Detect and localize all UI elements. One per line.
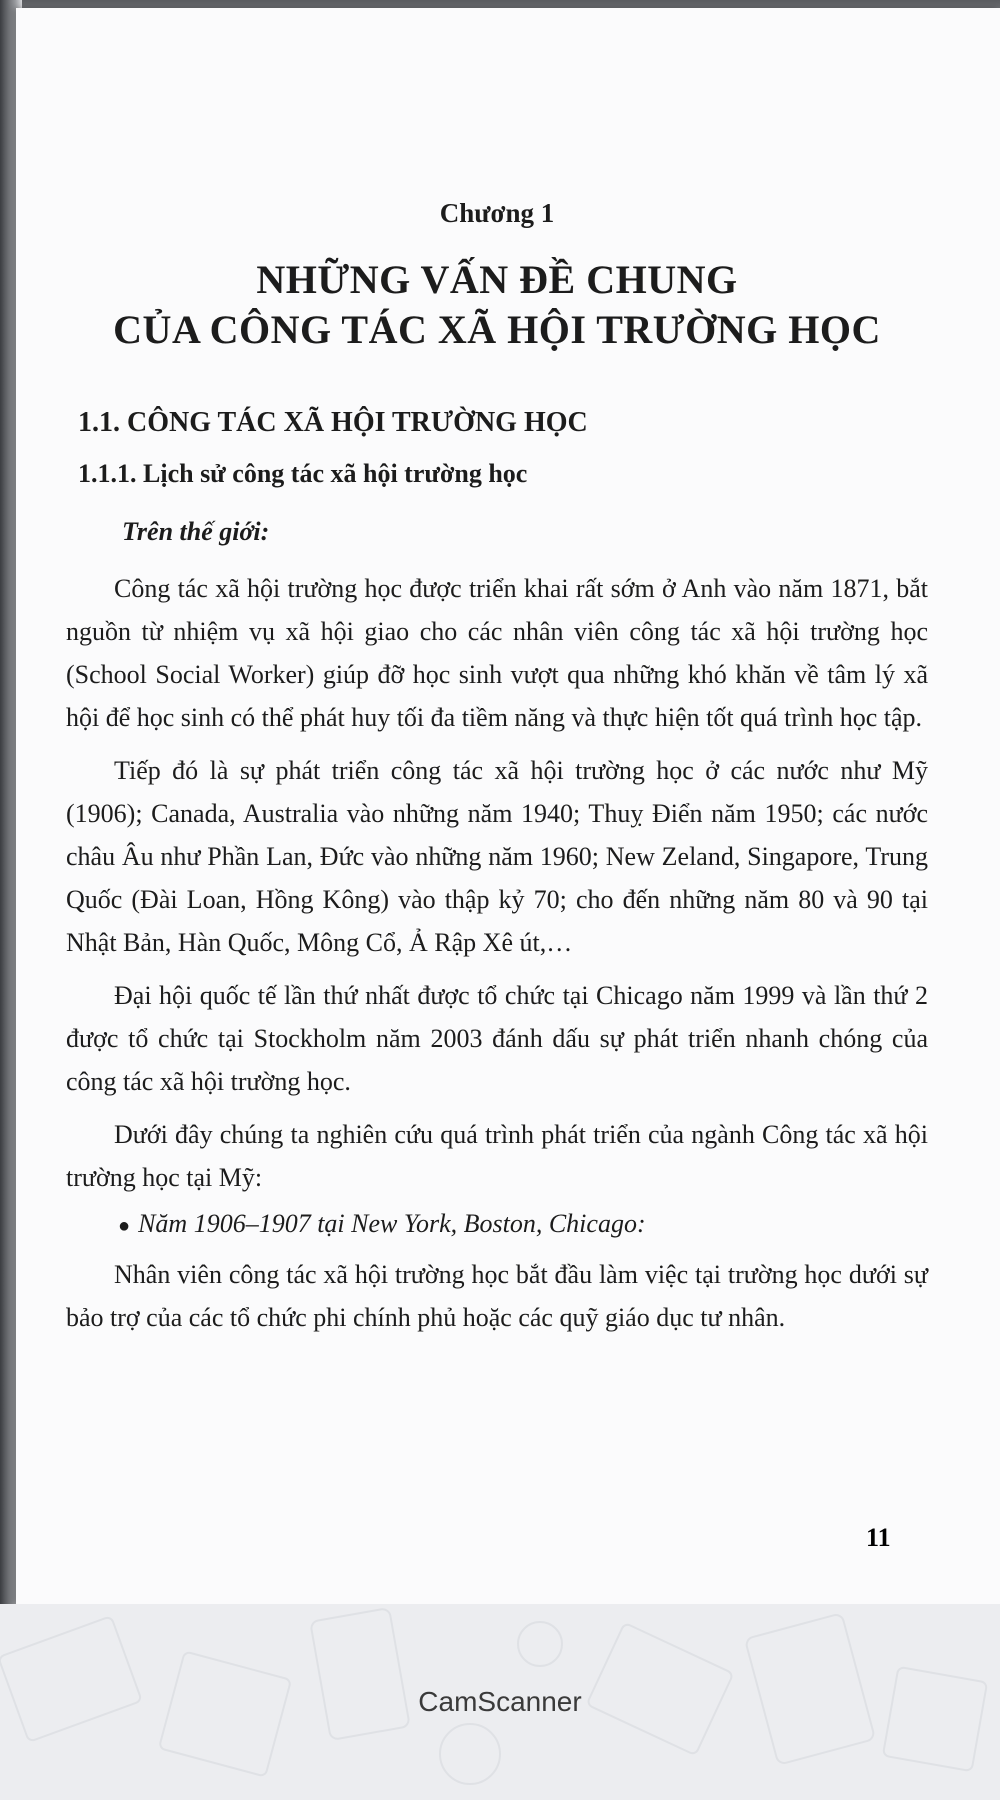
world-heading: Trên thế giới: <box>122 517 270 546</box>
paragraph: Nhân viên công tác xã hội trường học bắt đầu làm việc tại trường học dưới sự bảo trợ của các tổ chức phi chính phủ hoặc các quỹ giáo dục tư nhân. <box>66 1260 928 1332</box>
section-heading: 1.1. CÔNG TÁC XÃ HỘI TRƯỜNG HỌC <box>78 407 588 438</box>
bullet-text: Năm 1906–1907 tại New York, Boston, Chicago: <box>138 1209 646 1238</box>
camscanner-watermark: CamScanner <box>418 1686 582 1717</box>
paragraph: Công tác xã hội trường học được triển khai rất sớm ở Anh vào năm 1871, bắt nguồn từ nhiệm vụ xã hội giao cho các nhân viên công tác xã hội trường học (School Social Worker) giúp đỡ học sinh vượt qua những khó khăn về tâm lý xã hội để học sinh có thể phát huy tối đa tiềm năng và thực hiện tốt quá trình học tập. <box>66 574 928 732</box>
page-content <box>66 198 928 1349</box>
paragraph: Dưới đây chúng ta nghiên cứu quá trình phát triển của ngành Công tác xã hội trường học tại Mỹ: <box>66 1120 928 1192</box>
page-number: 11 <box>866 1523 891 1552</box>
subsection-heading: 1.1.1. Lịch sử công tác xã hội trường học <box>78 459 528 488</box>
bullet-dot-icon: ● <box>118 1215 131 1237</box>
chapter-label: Chương 1 <box>439 198 555 228</box>
paragraph: Tiếp đó là sự phát triển công tác xã hội trường học ở các nước như Mỹ (1906); Canada, Australia vào những năm 1940; Thuỵ Điển năm 1950; các nước châu Âu như Phần Lan, Đức vào những năm 1960; New Zeland, Singapore, Trung Quốc (Đài Loan, Hồng Kông) vào thập kỷ 70; cho đến những năm 80 và 90 tại Nhật Bản, Hàn Quốc, Mông Cổ, Ả Rập Xê út,… <box>66 756 928 957</box>
book-page <box>16 8 1000 1604</box>
chapter-title-line-2: CỦA CÔNG TÁC XÃ HỘI TRƯỜNG HỌC <box>113 307 881 352</box>
bullet-item <box>118 1209 928 1239</box>
chapter-title-line-1: NHỮNG VẤN ĐỀ CHUNG <box>256 257 738 302</box>
paragraph: Đại hội quốc tế lần thứ nhất được tổ chức tại Chicago năm 1999 và lần thứ 2 được tổ chức tại Stockholm năm 2003 đánh dấu sự phát triển nhanh chóng của công tác xã hội trường học. <box>66 981 928 1096</box>
